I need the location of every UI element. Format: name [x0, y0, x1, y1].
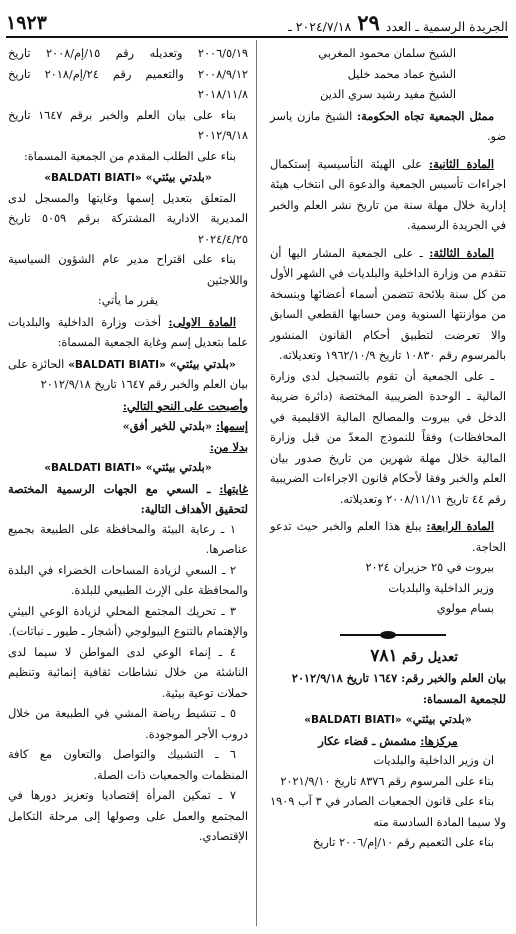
association-name-ar: «بلدتي بيئتي»: [145, 170, 212, 184]
decision-number: ٧٨١: [370, 645, 398, 666]
association-name-ar: «بلدتي بيئتي»: [169, 356, 236, 371]
gazette-title: الجريدة الرسمية ـ العدد: [385, 19, 508, 34]
header-rule: [6, 36, 508, 38]
based-on-request: بناء على الطلب المقدم من الجمعية المسماة:: [23, 149, 236, 163]
association-name-ar: «بلدتي بيئتي»: [145, 460, 212, 474]
minister-title: وزير الداخلية والبلديات: [388, 581, 494, 595]
circular-dates: ٢٠٠٦/٥/١٩ وتعديله رقم ١٥/إم/٢٠٠٨ تاريخ ٢٠٠٨/٩/١٢ والتعميم رقم ٢٤/إم/٢٠١٨ تاريخ ٢٠١٨/١١/٨: [8, 47, 248, 101]
article-1-label: المادة الاولى:: [168, 314, 236, 329]
based-on-notice: بناء على بيان العلم والخبر برقم ١٦٤٧ تاريخ ٢٠١٢/٩/١٨: [8, 108, 248, 142]
decision-title: [270, 646, 506, 669]
column-divider: [256, 40, 257, 926]
association-name-en: «BALDATI BIATI»: [44, 462, 142, 474]
section-divider: [270, 628, 506, 642]
decision-reference: بيان العلم والخبر رقم: ١٦٤٧ تاريخ ٢٠١٢/٩/١٨: [291, 671, 506, 685]
association-name: [8, 167, 248, 189]
founder-name: الشيخ سلمان محمود المغربي: [318, 47, 456, 60]
page-number: ١٩٢٣: [6, 12, 47, 34]
goal-item: ٦ ـ التشبيك والتواصل والتعاون مع كافة المنظمات والجمعيات ذات الصلة.: [8, 748, 248, 782]
article-1: [8, 312, 248, 354]
old-name: [8, 457, 248, 479]
request-detail: المتعلق بتعديل إسمها وغايتها والمسجل لدى المديرية الادارية المشتركة برقم ٥٠٥٩ تاريخ ٢٠٢٤/٤/٢٥: [8, 191, 248, 246]
gov-representative: [270, 106, 506, 148]
founder-name: الشيخ مفيد رشيد سري الدين: [320, 88, 456, 101]
article-1-text-2: الحائزة على بيان العلم والخبر رقم ١٦٤٧ تاريخ ٢٠١٢/٩/١٨: [8, 357, 248, 391]
based-on-3: بناء على التعميم رقم ١٠/إم/٢٠٠٦ تاريخ: [312, 836, 494, 849]
goal-item: ١ ـ رعاية البيئة والمحافظة على الطبيعة بجميع عناصرها.: [8, 522, 248, 556]
goal-item: ٧ ـ تمكين المرأة إقتصاديا وتعزيز دورها في المجتمع والعمل على وصولها إلى مرحلة التكامل الإقتصادي.: [8, 789, 248, 843]
goal-item: ٤ ـ إنماء الوعي لدى المواطن لا سيما لدى الناشئة من خلال نشاطات ثقافية إنمائية وتنظيم حملات توعية بيئية.: [8, 645, 248, 700]
place-date: بيروت في ٢٥ حزيران ٢٠٢٤: [365, 561, 494, 574]
article-2: [270, 154, 506, 237]
instead-of: بدلا من:: [209, 439, 248, 454]
headquarters: [270, 731, 506, 752]
based-on-1: بناء على المرسوم رقم ٨٣٧٦ تاريخ ٢٠٢١/٩/١٠: [280, 774, 494, 788]
left-column: [8, 44, 248, 848]
gov-rep-value: الشيخ مازن ياسر ضو.: [270, 109, 506, 143]
association-name-en: «BALDATI BIATI»: [304, 714, 402, 726]
article-3-text: ـ على الجمعية المشار اليها أن تتقدم من وزارة الداخلية والبلديات في الشهر الأول من كل سنة بلائحة تتضمن أسماء أعضائها وبنسخة من موازنتها السنوية ومن حسابها القطعي السابق والا تعرضت لتطبيق أحكام القانون المنشور بالمرسوم رقم ١٠٨٣٠ تاريخ ١٩٦٢/١٠/٩ وتعديلاته.: [270, 246, 506, 362]
gov-rep-label: ممثل الجمعية تجاه الحكومة:: [357, 108, 495, 123]
goal-item: ٣ ـ تحريك المجتمع المحلي لزيادة الوعي البيئي والإهتمام بالتنوع البيولوجي (أشجار ـ طيور ـ نباتات).: [8, 604, 248, 638]
article-4-label: المادة الرابعة:: [426, 519, 494, 533]
headquarters-label: مركزها:: [420, 733, 458, 748]
article-3: [270, 243, 506, 367]
decision-title-prefix: تعديل رقم: [402, 649, 458, 665]
article-1-text: أخذت وزارة الداخلية والبلديات علما بتعديل إسم وغاية الجمعية المسماة:: [8, 315, 248, 349]
decides: يقرر ما يأتي:: [97, 294, 159, 307]
article-4: [270, 516, 506, 558]
right-column: [270, 44, 506, 854]
minister-line: ان وزير الداخلية والبلديات: [373, 754, 494, 767]
name-label: إسمها:: [216, 419, 248, 433]
association-name-ar: «بلدتي بيئتي»: [405, 712, 472, 726]
new-name: [8, 416, 248, 437]
minister-name: بسام مولوي: [436, 602, 494, 615]
association-name-en: «BALDATI BIATI»: [44, 172, 142, 184]
article-3-text-2: ـ على الجمعية أن تقوم بالتسجيل لدى وزارة المالية ـ الوحدة الضريبية المختصة (دائرة ضريبة الدخل في بيروت والمصالح المالية الاقليمية في المحافظات) وفقاً للنموذج المعدّ من قبل وزارة المالية خلال مهلة شهرين من تاريخ صدور بيان العلم والخبر وفقا لأحكام قانون الاجراءات الضريبية رقم ٤٤ تاريخ ٢٠٠٨/١١/١١ وتعديلاته.: [270, 369, 506, 506]
issue-number: ٢٩: [357, 10, 380, 35]
article-1-name: [8, 354, 248, 396]
goal-item: ٥ ـ تنشيط رياضة المشي في الطبيعة من خلال دروب الأجر الموجودة.: [8, 707, 248, 741]
goal: [8, 479, 248, 520]
association-name-en: «BALDATI BIATI»: [68, 358, 166, 371]
based-on-2: بناء على قانون الجمعيات الصادر في ٣ آب ١٩٠٩ ولا سيما المادة السادسة منه: [270, 795, 506, 829]
goal-text: ـ السعي مع الجهات الرسمية المختصة لتحقيق الأهداف التالية:: [8, 481, 248, 516]
became-heading: وأصبحت على النحو التالي:: [122, 398, 248, 413]
article-2-label: المادة الثانية:: [428, 156, 494, 171]
goal-label: غايتها:: [219, 481, 248, 496]
article-4-text: يبلغ هذا العلم والخبر حيث تدعو الحاجة.: [270, 520, 506, 554]
goal-item: ٢ ـ السعي لزيادة المساحات الخضراء في البلدة والمحافظة على الإرث الطبيعي للبلدة.: [8, 563, 248, 597]
headquarters-value: مشمش ـ قضاء عكار: [318, 733, 417, 748]
article-2-text: على الهيئة التأسيسية إستكمال اجراءات تأسيس الجمعية والدعوة الى انتخاب هيئة إدارية خلال مهلة سنة من تاريخ نشر العلم والخبر في الجريدة الرسمية.: [270, 157, 506, 232]
page-header: [6, 4, 508, 34]
association-name: [270, 709, 506, 731]
decision-association: للجمعية المسماة:: [422, 691, 506, 706]
proposal: بناء على اقتراح مدير عام الشؤون السياسية واللاجئين: [8, 253, 248, 287]
new-name-value: «بلدتي للخير أفق»: [122, 419, 213, 433]
issue-date: ٢٠٢٤/٧/١٨ ـ: [288, 19, 352, 34]
article-3-label: المادة الثالثة:: [429, 245, 494, 260]
founder-name: الشيخ عماد محمد خليل: [347, 67, 456, 81]
